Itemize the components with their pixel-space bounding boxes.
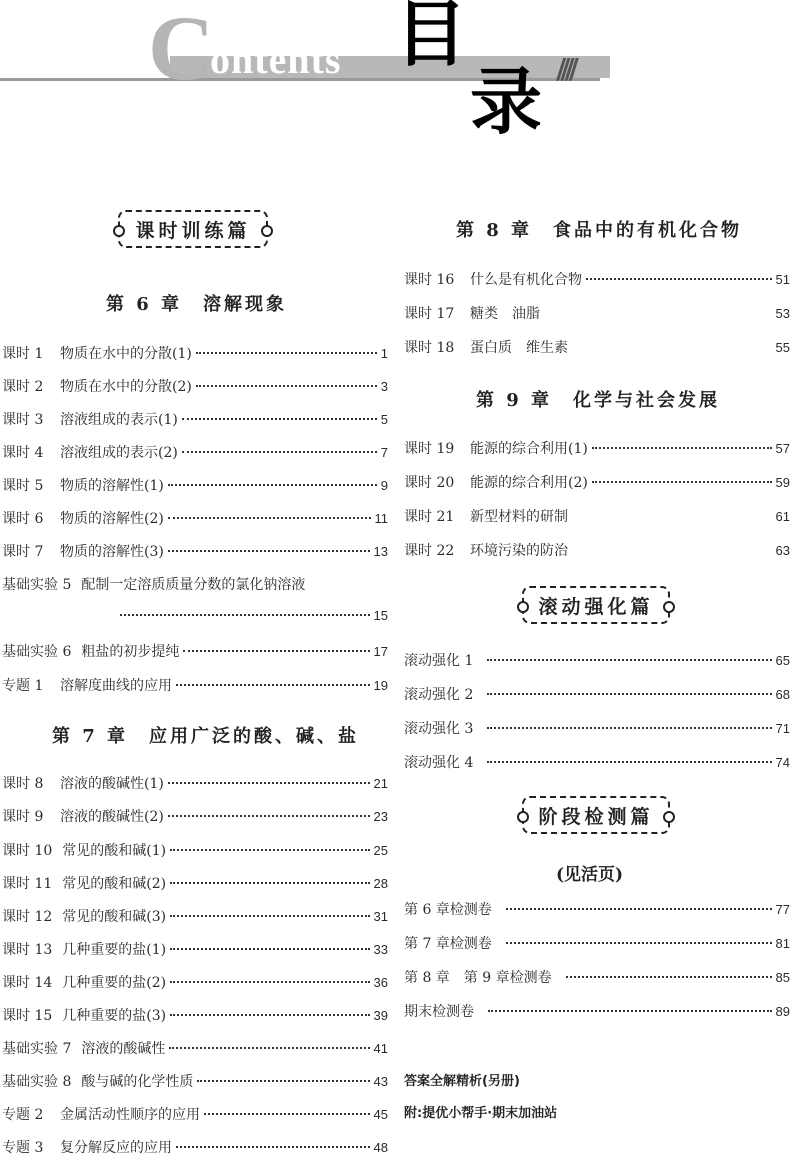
toc-title: 溶液组成的表示(1) [60,412,178,428]
toc-item[interactable] [2,906,388,926]
toc-page: 25 [373,843,388,858]
toc-page: 45 [373,1107,388,1122]
toc-title: 配制一定溶质质量分数的氯化钠溶液 [81,577,306,593]
toc-label: 课时 8 [2,776,44,792]
toc-page: 19 [373,678,388,693]
leader-dots [168,484,377,486]
toc-item[interactable] [2,376,388,396]
toc-page: 7 [380,445,388,460]
leader-dots [170,882,369,884]
leader-dots [170,1014,369,1016]
toc-label: 课时 7 [2,544,44,560]
toc-label: 课时 5 [2,478,44,494]
section-badge-training: 课时训练篇 [118,210,268,248]
toc-label: 第 6 章检测卷 [404,902,492,918]
toc-item[interactable] [2,806,388,826]
header-lu: 录 [470,59,543,144]
header-slashes: //// [556,52,573,85]
stage-note: (见活页) [556,865,624,885]
toc-page: 23 [373,809,388,824]
toc-page: 11 [374,511,388,526]
toc-page: 36 [373,975,388,990]
toc-label: 专题 3 [2,1140,44,1156]
toc-page: 41 [373,1041,388,1056]
toc-page: 51 [775,272,790,287]
toc-item[interactable] [2,409,388,429]
toc-page: 59 [775,475,790,490]
leader-dots [572,549,772,551]
toc-label: 滚动强化 4 [404,755,474,771]
toc-title: 复分解反应的应用 [60,1140,172,1156]
toc-title: 金属活动性顺序的应用 [60,1107,200,1123]
leader-dots [572,515,772,517]
toc-label: 课时 20 [404,475,455,491]
toc-item[interactable] [404,1001,790,1021]
toc-page: 43 [373,1074,388,1089]
toc-page: 48 [373,1140,388,1155]
toc-label: 课时 11 [2,876,53,892]
toc-item-title-line[interactable] [2,574,388,594]
toc-title: 环境污染的防治 [470,543,568,559]
toc-item[interactable] [2,442,388,462]
toc-item[interactable] [404,752,790,772]
leader-dots [182,418,377,420]
toc-item[interactable] [404,967,790,987]
leader-dots [170,948,369,950]
toc-title: 几种重要的盐(1) [62,942,167,958]
toc-page: 77 [775,902,790,917]
toc-item[interactable] [2,1005,388,1025]
toc-item[interactable] [404,933,790,953]
toc-page: 71 [775,721,790,736]
toc-page: 33 [373,942,388,957]
leader-dots [196,385,377,387]
toc-item[interactable] [2,475,388,495]
chapter-8-heading: 第 8 章 食品中的有机化合物 [456,220,743,241]
section-badge-rolling: 滚动强化篇 [522,586,670,624]
toc-item[interactable] [404,303,790,323]
toc-label: 课时 15 [2,1008,53,1024]
header-contents-c: C [148,0,215,99]
leader-dots [572,346,772,348]
toc-item[interactable] [404,472,790,492]
toc-label: 课时 22 [404,543,455,559]
leader-dots [487,727,771,729]
toc-page: 61 [775,509,790,524]
toc-title: 能源的综合利用(2) [470,475,588,491]
toc-item[interactable] [404,650,790,670]
toc-label: 课时 2 [2,379,44,395]
toc-label: 课时 13 [2,942,53,958]
toc-item[interactable] [2,641,388,661]
toc-label: 期末检测卷 [404,1004,474,1020]
header-mu: 目 [395,0,468,76]
toc-page: 57 [775,441,790,456]
section-badge-stage: 阶段检测篇 [522,796,670,834]
toc-label: 课时 3 [2,412,44,428]
toc-label: 课时 10 [2,843,53,859]
toc-item[interactable] [404,899,790,919]
toc-title: 物质在水中的分散(1) [60,346,192,362]
toc-title: 酸与碱的化学性质 [81,1074,194,1090]
toc-label: 课时 9 [2,809,44,825]
leader-dots [176,684,370,686]
toc-title: 蛋白质 维生素 [470,340,568,356]
toc-title: 物质在水中的分散(2) [60,379,192,395]
chapter-7-heading: 第 7 章 应用广泛的酸、碱、盐 [52,726,360,747]
toc-title: 几种重要的盐(2) [62,975,167,991]
toc-page: 3 [380,379,388,394]
toc-title: 物质的溶解性(3) [60,544,164,560]
toc-label: 课时 6 [2,511,44,527]
toc-item[interactable] [404,506,790,526]
toc-page: 31 [373,909,388,924]
toc-title: 溶液组成的表示(2) [60,445,178,461]
toc-label: 基础实验 8 [2,1074,72,1090]
toc-item[interactable] [404,438,790,458]
leader-dots [544,312,772,314]
toc-title: 物质的溶解性(1) [60,478,164,494]
toc-item[interactable] [2,1038,388,1058]
toc-page: 9 [380,478,388,493]
toc-label: 课时 14 [2,975,53,991]
toc-title: 能源的综合利用(1) [470,441,588,457]
toc-label: 滚动强化 3 [404,721,474,737]
toc-item[interactable] [2,1071,388,1091]
leader-dots [176,1146,370,1148]
toc-title: 粗盐的初步提纯 [81,644,180,660]
leader-dots [592,481,772,483]
toc-label: 课时 19 [404,441,455,457]
toc-page: 81 [775,936,790,951]
chapter-9-heading: 第 9 章 化学与社会发展 [476,390,721,411]
toc-label: 课时 16 [404,272,455,288]
toc-item[interactable] [2,1104,388,1124]
toc-page: 68 [775,687,790,702]
toc-title: 物质的溶解性(2) [60,511,164,527]
leader-dots [168,517,371,519]
toc-item[interactable] [404,540,790,560]
leader-dots [197,1080,369,1082]
toc-page: 17 [373,644,388,659]
toc-item[interactable] [2,939,388,959]
toc-label: 滚动强化 1 [404,653,474,669]
toc-item[interactable] [2,972,388,992]
leader-dots [488,1010,772,1012]
header-contents-word: ontents [210,37,342,82]
toc-item[interactable] [2,541,388,561]
toc-label: 第 8 章 第 9 章检测卷 [404,970,552,986]
toc-title: 溶液的酸碱性(1) [60,776,164,792]
toc-label: 专题 1 [2,678,44,694]
leader-dots [182,451,377,453]
toc-item[interactable] [2,873,388,893]
leader-dots [169,1047,369,1049]
leader-dots [487,761,771,763]
toc-page: 89 [775,1004,790,1019]
toc-page: 13 [373,544,388,559]
toc-item[interactable] [404,684,790,704]
leader-dots [487,693,771,695]
leader-dots [168,815,370,817]
toc-label: 滚动强化 2 [404,687,474,703]
toc-page: 55 [775,340,790,355]
toc-item[interactable] [2,840,388,860]
toc-item[interactable] [2,508,388,528]
toc-title: 新型材料的研制 [470,509,568,525]
toc-page: 5 [380,412,388,427]
chapter-6-heading: 第 6 章 溶解现象 [106,294,288,315]
toc-item[interactable] [404,337,790,357]
leader-dots [506,908,772,910]
toc-page: 74 [775,755,790,770]
toc-page: 85 [775,970,790,985]
leader-dots [566,976,772,978]
toc-label: 课时 4 [2,445,44,461]
leader-dots [506,942,772,944]
toc-item[interactable] [2,343,388,363]
toc-title: 什么是有机化合物 [470,272,582,288]
toc-page: 28 [373,876,388,891]
leader-dots [170,915,369,917]
toc-title: 糖类 油脂 [470,306,540,322]
toc-page: 15 [373,608,388,623]
answers-note: 答案全解精析(另册) [404,1074,520,1089]
toc-page: 39 [373,1008,388,1023]
toc-page: 1 [380,346,388,361]
toc-label: 基础实验 5 [2,577,72,593]
leader-dots [170,849,369,851]
toc-page: 63 [775,543,790,558]
toc-label: 基础实验 7 [2,1041,72,1057]
toc-item-leader-line[interactable] [2,608,388,628]
toc-title: 几种重要的盐(3) [62,1008,167,1024]
leader-dots [196,352,377,354]
toc-item[interactable] [404,718,790,738]
toc-page: 65 [775,653,790,668]
toc-label: 课时 21 [404,509,455,525]
leader-dots [183,650,369,652]
leader-dots [168,782,370,784]
toc-label: 第 7 章检测卷 [404,936,492,952]
leader-dots [586,278,772,280]
leader-dots [120,614,370,616]
toc-page: 21 [373,776,388,791]
toc-item[interactable] [2,773,388,793]
toc-title: 常见的酸和碱(1) [62,843,167,859]
toc-title: 溶液的酸碱性(2) [60,809,164,825]
toc-title: 常见的酸和碱(2) [62,876,167,892]
leader-dots [168,550,370,552]
leader-dots [204,1113,370,1115]
toc-label: 课时 1 [2,346,44,362]
toc-label: 基础实验 6 [2,644,72,660]
toc-label: 课时 18 [404,340,455,356]
extra-note: 附:提优小帮手·期末加油站 [404,1106,558,1121]
toc-item[interactable] [2,1137,388,1157]
toc-title: 溶解度曲线的应用 [60,678,172,694]
toc-label: 课时 17 [404,306,455,322]
toc-title: 溶液的酸碱性 [81,1041,166,1057]
toc-item[interactable] [404,269,790,289]
leader-dots [487,659,771,661]
leader-dots [170,981,369,983]
toc-label: 专题 2 [2,1107,44,1123]
toc-label: 课时 12 [2,909,53,925]
toc-title: 常见的酸和碱(3) [62,909,167,925]
leader-dots [592,447,772,449]
toc-item[interactable] [2,675,388,695]
toc-page: 53 [775,306,790,321]
